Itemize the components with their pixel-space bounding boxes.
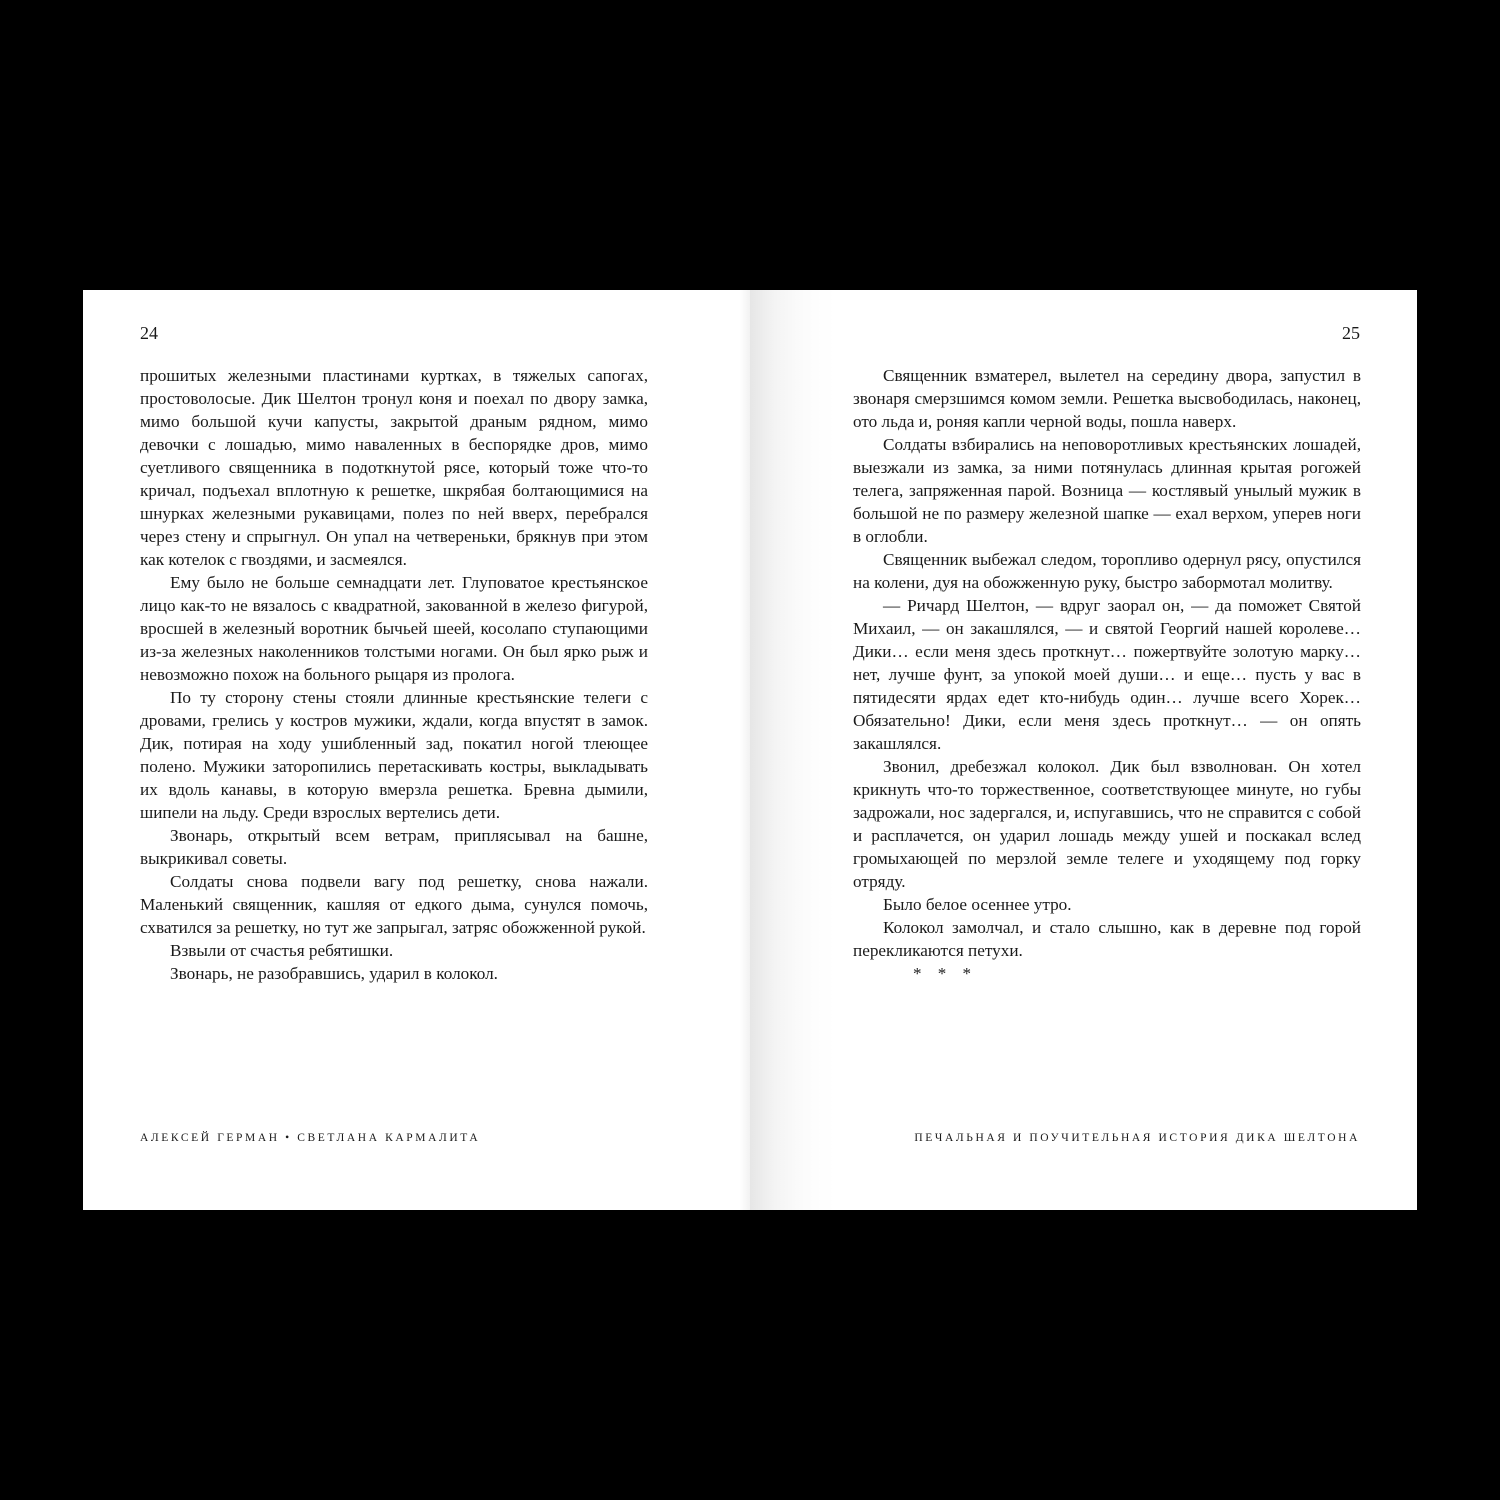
running-footer-authors: АЛЕКСЕЙ ГЕРМАН • СВЕТЛАНА КАРМАЛИТА xyxy=(140,1132,481,1144)
body-text xyxy=(853,364,1361,985)
paragraph: Звонарь, открытый всем ветрам, приплясывал на башне, выкрикивал советы. xyxy=(140,826,648,868)
paragraph: прошитых железными пластинами куртках, в тяжелых сапогах, простоволосые. Дик Шелтон тронул коня и поехал по двору замка, мимо большой кучи капусты, закрытой драным рядном, мимо девочки с лошадью, мимо наваленных в беспорядке дров, мимо суетливого священника в подоткнутой рясе, который тоже что-то кричал, подъехал вплотную к решетке, шкрябая болтающимися на шнурках железными рукавицами, полез по ней вверх, перебрался через стену и спрыгнул. Он упал на четвереньки, брякнув при этом как котелок с гвоздями, и засмеялся. xyxy=(140,366,648,569)
paragraph: Священник выбежал следом, торопливо одернул рясу, опустился на колени, дуя на обожженную руку, быстро забормотал молитву. xyxy=(853,550,1361,592)
left-page xyxy=(83,290,750,1210)
paragraph: Колокол замолчал, и стало слышно, как в деревне под горой перекликаются петухи. xyxy=(853,918,1361,960)
body-text xyxy=(140,364,648,985)
running-footer-title: ПЕЧАЛЬНАЯ И ПОУЧИТЕЛЬНАЯ ИСТОРИЯ ДИКА ШЕЛТОНА xyxy=(914,1132,1360,1144)
paragraph: — Ричард Шелтон, — вдруг заорал он, — да поможет Святой Михаил, — он закашлялся, — и святой Георгий нашей королеве… Дики… если меня здесь проткнут… пожертвуйте золотую марку… нет, лучше фунт, за упокой моей души… и еще… пусть у вас в пятидесяти ярдах едет кто-нибудь один… лучше всего Хорек… Обязательно! Дики, если меня здесь проткнут… — он опять закашлялся. xyxy=(853,596,1361,753)
right-page xyxy=(750,290,1417,1210)
paragraph: Священник взматерел, вылетел на середину двора, запустил в звонаря смерзшимся комом земли. Решетка высвободилась, наконец, ото льда и, роняя капли черной воды, пошла наверх. xyxy=(853,366,1361,431)
page-number: 24 xyxy=(140,323,158,343)
paragraph: Солдаты снова подвели вагу под решетку, снова нажали. Маленький священник, кашляя от едкого дыма, сунулся помочь, схватился за решетку, но тут же запрыгал, затряс обожженной рукой. xyxy=(140,872,648,937)
paragraph: Звонил, дребезжал колокол. Дик был взволнован. Он хотел крикнуть что-то торжественное, соответствующее минуте, но губы задрожали, нос задергался, и, испугавшись, что не справится с собой и расплачется, он ударил лошадь между ушей и поскакал вслед громыхающей по мерзлой земле телеге и уходящему под горку отряду. xyxy=(853,757,1361,891)
page-number: 25 xyxy=(1342,323,1360,343)
book-spread xyxy=(83,290,1417,1210)
section-break: * * * xyxy=(913,964,977,983)
paragraph: Взвыли от счастья ребятишки. xyxy=(170,941,394,960)
paragraph: По ту сторону стены стояли длинные крестьянские телеги с дровами, грелись у костров мужики, ждали, когда впустят в замок. Дик, потирая на ходу ушибленный зад, покатил ногой тлеющее полено. Мужики заторопились перетаскивать костры, выкладывать их вдоль канавы, в которую вмерзла решетка. Бревна дымили, шипели на льду. Среди взрослых вертелись дети. xyxy=(140,688,648,822)
paragraph: Солдаты взбирались на неповоротливых крестьянских лошадей, выезжали из замка, за ними потянулась длинная крытая рогожей телега, запряженная парой. Возница — костлявый унылый мужик в большой не по размеру железной шапке — ехал верхом, уперев ноги в оглобли. xyxy=(853,435,1361,546)
paragraph: Звонарь, не разобравшись, ударил в колокол. xyxy=(170,964,498,983)
paragraph: Было белое осеннее утро. xyxy=(883,895,1072,914)
paragraph: Ему было не больше семнадцати лет. Глуповатое крестьянское лицо как-то не вязалось с квадратной, закованной в железо фигурой, вросшей в железный воротник бычьей шеей, косолапо ступающими из-за железных наколенников толстыми ногами. Он был ярко рыж и невозможно похож на больного рыцаря из пролога. xyxy=(140,573,648,684)
